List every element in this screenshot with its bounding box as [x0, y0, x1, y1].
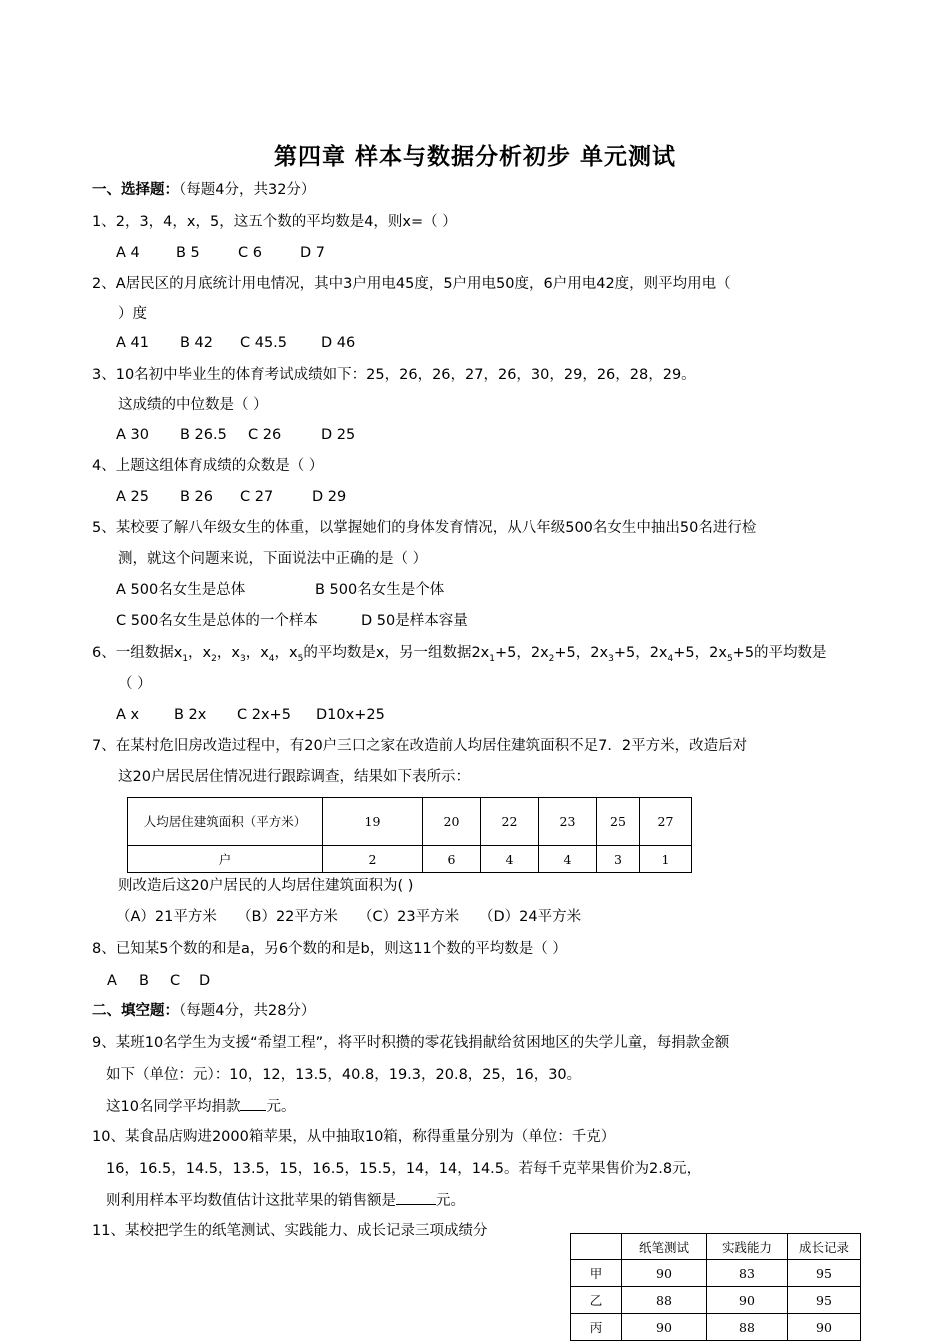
table-cell: 88 [622, 1287, 707, 1314]
table-cell: 4 [539, 846, 597, 873]
table-cell: 20 [423, 798, 481, 846]
question-11: 11、某校把学生的纸笔测试、实践能力、成长记录三项成绩分 [92, 1223, 488, 1239]
table-row [128, 798, 692, 846]
q6-text: +5，2x [494, 645, 549, 661]
option-c: C 2x+5 [237, 707, 291, 723]
section-2-label: 二、填空题： [92, 1003, 179, 1019]
question-2-cont: ）度 [118, 306, 147, 322]
table-row [571, 1260, 861, 1287]
table-cell: 27 [640, 798, 692, 846]
q6-text: ，x [188, 645, 212, 661]
table-cell: 90 [707, 1287, 788, 1314]
subscript: 5 [726, 653, 733, 664]
subscript: 4 [667, 653, 674, 664]
question-2-options [116, 333, 355, 353]
question-5: 5、某校要了解八年级女生的体重，以掌握她们的身体发育情况，从八年级500名女生中抽出50名进行检 [92, 520, 757, 536]
answer-blank[interactable] [240, 1096, 266, 1111]
q6-text: 的平均数是x，另一组数据2x [303, 645, 490, 661]
question-7-prompt: 则改造后这20户居民的人均居住建筑面积为( ) [118, 878, 414, 894]
table-cell: 88 [707, 1314, 788, 1341]
table-cell: 90 [622, 1314, 707, 1341]
table-row-label: 甲 [571, 1260, 622, 1287]
option-b: B 26.5 [180, 427, 227, 443]
option-c: （C）23平方米 [358, 909, 460, 925]
option-c: C 26 [248, 427, 282, 443]
option-d: D [199, 973, 211, 989]
option-d: D 7 [300, 245, 325, 261]
option-c: C 45.5 [240, 335, 288, 351]
area-table [127, 797, 692, 873]
q6-text: ，x [274, 645, 298, 661]
question-4-options [116, 487, 346, 507]
option-b: B 2x [174, 707, 207, 723]
option-c: C 6 [238, 245, 262, 261]
question-4: 4、上题这组体育成绩的众数是（ ） [92, 458, 324, 474]
answer-blank[interactable] [396, 1190, 436, 1205]
question-2: 2、A居民区的月底统计用电情况，其中3户用电45度，5户用电50度，6户用电42度，则平均用电（ [92, 276, 731, 292]
question-9-cont: 如下（单位：元）：10，12，13.5，40.8，19.3，20.8，25，16，30。 [106, 1067, 582, 1083]
subscript: 3 [608, 653, 614, 664]
subscript: 2 [548, 653, 555, 664]
table-cell: 2 [323, 846, 423, 873]
option-b: B 26 [180, 489, 214, 505]
question-3-cont: 这成绩的中位数是（ ） [118, 397, 268, 413]
question-9: 9、某班10名学生为支援“希望工程”，将平时积攒的零花钱捐献给贫困地区的失学儿童，每捐款金额 [92, 1035, 730, 1051]
page-title: 第四章 样本与数据分析初步 单元测试 [273, 144, 676, 170]
option-a: （A）21平方米 [116, 909, 217, 925]
option-b: B [139, 973, 149, 989]
subscript: 3 [239, 653, 246, 664]
option-a: A 500名女生是总体 [116, 582, 246, 598]
section-2-heading [92, 1001, 315, 1021]
option-a: A [107, 973, 117, 989]
question-8: 8、已知某5个数的和是a，另6个数的和是b，则这11个数的平均数是（ ） [92, 941, 567, 957]
question-6-cont: （ ） [118, 676, 152, 692]
question-10-prompt [106, 1190, 465, 1211]
subscript: 2 [211, 653, 217, 664]
table-row-label: 乙 [571, 1287, 622, 1314]
table-cell: 90 [788, 1314, 861, 1341]
table-header-cell: 纸笔测试 [622, 1234, 707, 1260]
question-5-options-ab [116, 580, 444, 600]
option-b: （B）22平方米 [237, 909, 338, 925]
option-d: D10x+25 [316, 707, 385, 723]
question-5-options-cd [116, 611, 468, 631]
option-b: B 500名女生是个体 [315, 582, 445, 598]
q6-text: +5，2x [673, 645, 727, 661]
question-8-options [107, 971, 210, 991]
option-c: C [170, 973, 181, 989]
q6-text: +5的平均数是 [732, 645, 827, 661]
question-1-options [116, 243, 325, 263]
section-1-heading [92, 180, 315, 200]
table-row-label: 丙 [571, 1314, 622, 1341]
table-cell: 23 [539, 798, 597, 846]
question-7-options [116, 907, 581, 927]
option-d: D 50是样本容量 [361, 613, 468, 629]
option-b: B 5 [176, 245, 200, 261]
q6-text: +5，2x [613, 645, 668, 661]
question-10-cont: 16，16.5，14.5，13.5，15，16.5，15.5，14，14，14.5。若每千克苹果售价为2.8元， [106, 1161, 702, 1177]
option-c: C 500名女生是总体的一个样本 [116, 613, 318, 629]
section-2-note: （每题4分，共28分） [179, 1003, 316, 1019]
table-cell: 3 [597, 846, 640, 873]
section-1-note: （每题4分，共32分） [179, 182, 316, 198]
section-1-label: 一、选择题： [92, 182, 179, 198]
subscript: 1 [489, 653, 495, 664]
table-row [571, 1287, 861, 1314]
table-cell: 22 [481, 798, 539, 846]
question-3-options [116, 425, 355, 445]
question-6 [92, 643, 827, 669]
score-table [570, 1233, 861, 1341]
table-header-cell: 人均居住建筑面积（平方米） [128, 798, 323, 846]
table-row [128, 846, 692, 873]
table-header-cell: 户 [128, 846, 323, 873]
table-row [571, 1234, 861, 1260]
option-b: B 42 [180, 335, 214, 351]
option-a: A x [116, 707, 140, 723]
subscript: 5 [297, 653, 304, 664]
question-7: 7、在某村危旧房改造过程中，有20户三口之家在改造前人均居住建筑面积不足7．2平方米，改造后对 [92, 738, 748, 754]
option-d: D 46 [321, 335, 356, 351]
table-header-cell: 成长记录 [788, 1234, 861, 1260]
question-5-cont: 测，就这个问题来说，下面说法中正确的是（ ） [118, 551, 428, 567]
table-header-cell [571, 1234, 622, 1260]
subscript: 4 [268, 653, 275, 664]
option-d: D 25 [321, 427, 356, 443]
question-9-unit: 元。 [266, 1099, 296, 1115]
table-cell: 83 [707, 1260, 788, 1287]
table-row [571, 1314, 861, 1341]
question-3: 3、10名初中毕业生的体育考试成绩如下：25，26，26，27，26，30，29，26，28，29。 [92, 367, 696, 383]
table-header-cell: 实践能力 [707, 1234, 788, 1260]
question-7-cont: 这20户居民居住情况进行跟踪调查，结果如下表所示： [118, 769, 470, 785]
table-cell: 90 [622, 1260, 707, 1287]
question-6-options [116, 705, 385, 725]
table-cell: 25 [597, 798, 640, 846]
option-d: （D）24平方米 [479, 909, 582, 925]
option-a: A 30 [116, 427, 149, 443]
table-cell: 4 [481, 846, 539, 873]
question-10-prompt-text: 则利用样本平均数值估计这批苹果的销售额是 [106, 1193, 396, 1209]
option-a: A 25 [116, 489, 149, 505]
question-1: 1、2，3，4，x，5，这五个数的平均数是4，则x=（ ） [92, 214, 457, 230]
table-cell: 95 [788, 1260, 861, 1287]
table-cell: 6 [423, 846, 481, 873]
question-10: 10、某食品店购进2000箱苹果，从中抽取10箱，称得重量分别为（单位：千克） [92, 1129, 616, 1145]
option-a: A 41 [116, 335, 149, 351]
q6-text: ，x [245, 645, 269, 661]
question-9-prompt [106, 1096, 295, 1117]
option-d: D 29 [312, 489, 347, 505]
option-a: A 4 [116, 245, 140, 261]
q6-text: +5，2x [554, 645, 609, 661]
question-10-unit: 元。 [436, 1193, 465, 1209]
table-cell: 1 [640, 846, 692, 873]
question-9-prompt-text: 这10名同学平均捐款 [106, 1099, 241, 1115]
subscript: 1 [182, 653, 189, 664]
q6-text: ，x [216, 645, 240, 661]
q6-text: 6、一组数据x [92, 645, 183, 661]
table-cell: 19 [323, 798, 423, 846]
table-cell: 95 [788, 1287, 861, 1314]
option-c: C 27 [240, 489, 274, 505]
